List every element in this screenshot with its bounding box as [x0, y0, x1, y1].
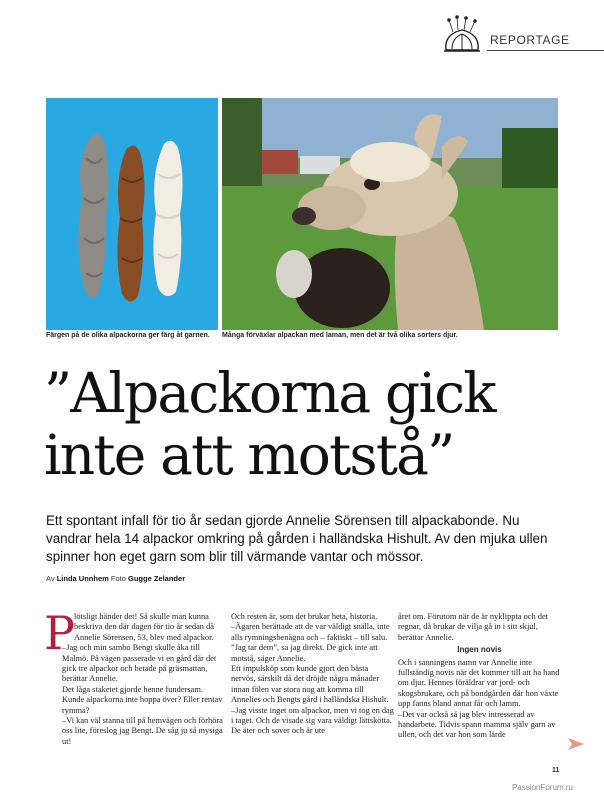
paragraph: Ett impulsköp som kunde gjort den bästa nervös, särskilt då det dröjde några månader innan fölen var stora nog att komma till Annelies och Bengts gård i halländska Hishult.: [231, 664, 389, 705]
alpaca-photo-caption: Många förväxlar alpackan med laman, men det är två olika sorters djur.: [222, 332, 458, 339]
header-divider: [487, 50, 604, 51]
body-column-1: [62, 612, 225, 747]
article-lead: Ett spontant infall för tio år sedan gjorde Annelie Sörensen till alpackabonde. Nu vandrar hela 14 alpackor omkring på gården i halländska Hishult. Av den mjuka ullen spinner hon eget garn som blir till värmande vantar och mössor.: [46, 513, 548, 564]
headline-line-2: inte att motstå”: [44, 423, 454, 487]
paragraph: Det låga staketet gjorde henne fundersam. Kunde alpackorna inte hoppa över? Eller rentav rymma?: [62, 684, 223, 715]
paragraph: lötsligt händer det! Så skulle man kunna beskriva den där dagen för tio år sedan då Annelie Sörensen, 53, blev med alpackor.: [74, 612, 214, 642]
drop-cap: P: [44, 606, 75, 660]
paragraph: Och i sanningens namn var Annelie inte fullständig novis när det kommer till att ha hand om djur. Hennes föräldrar var jord- och skogsbrukare, och på bondgården där hon växte upp fanns bland annat får och lamm.: [398, 657, 560, 709]
byline: [46, 574, 185, 583]
byline-prefix: Av: [46, 574, 55, 583]
paragraph: –Det var också så jag blev intresserad av handarbete. Tidvis spann mamma själv garn av ullen, och det var hon som lärde: [398, 709, 556, 740]
page-number: 11: [552, 767, 560, 774]
yarn-photo-caption: Färgen på de olika alpackorna ger färg åt garnen.: [46, 332, 210, 339]
paragraph: –Jag visste inget om alpackor, men vi tog en dag i taget. Och de visade sig vara väldigt lättskötta. De äter och sover och är ute: [231, 705, 394, 736]
alpaca-photo: [222, 98, 558, 330]
continue-arrow-icon: [568, 738, 584, 750]
yarn-photo: [46, 98, 218, 330]
body-column-2: [231, 612, 394, 737]
paragraph: –Ägaren berättade att de var väldigt snälla, inte alls rymningsbenägna och – faktiskt – till salu. ”Jag tar dem”, sa jag direkt. De gick inte att motstå, säger Annelie.: [231, 622, 390, 663]
headline-line-1: ”Alpackorna gick: [44, 361, 495, 425]
body-column-3: [398, 612, 561, 741]
paragraph: –Vi kan väl stanna till på hemvägen och förhöra oss lite, föreslog jag Bengt. De såg ju så mysiga ut!: [62, 716, 223, 746]
paragraph: –Jag och min sambo Bengt skulle åka till Malmö. På vägen passerade vi en gård där det gick tre alpackor och betade på gräsmattan, berättar Annelie.: [62, 643, 217, 684]
author-name: Linda Unnhem: [56, 574, 109, 583]
watermark: PassionForum.ru: [512, 783, 573, 792]
pin-cushion-logo-icon: [438, 14, 486, 58]
subheading: Ingen novis: [457, 645, 502, 655]
section-label: REPORTAGE: [490, 33, 570, 47]
paragraph: Och resten är, som det brukar heta, historia.: [231, 612, 378, 621]
photographer-name: Gugge Zelander: [128, 574, 186, 583]
article-headline: [44, 362, 584, 486]
photo-prefix: Foto: [110, 574, 126, 583]
paragraph: året om. Förutom när de är nyklippta och det regnar, då brukar de vilja gå in i sitt skjul, berättar Annelie.: [398, 612, 549, 642]
